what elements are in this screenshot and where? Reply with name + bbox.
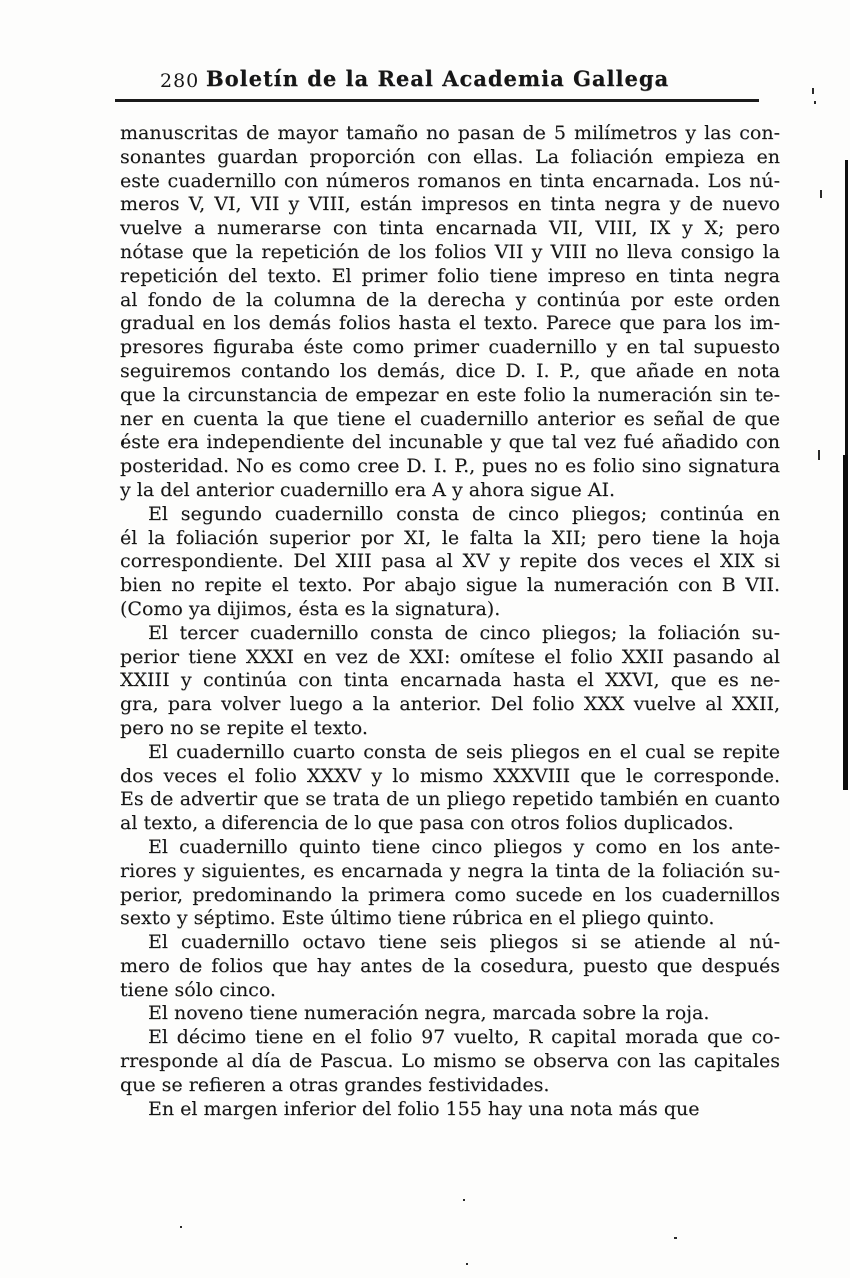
text-line: él la foliación superior por XI, le falta la XII; pero tiene la hoja bbox=[120, 526, 780, 549]
scan-speck bbox=[820, 190, 822, 198]
scan-speck bbox=[674, 1237, 677, 1239]
text-line: pero no se repite el texto. bbox=[120, 716, 368, 739]
paragraph bbox=[120, 1002, 780, 1026]
paragraph bbox=[120, 122, 780, 503]
text-line: tiene sólo cinco. bbox=[120, 978, 276, 1001]
text-line: nótase que la repetición de los folios VII y VIII no lleva consigo la bbox=[120, 240, 780, 263]
text-line: vuelve a numerarse con tinta encarnada VII, VIII, IX y X; pero bbox=[120, 217, 780, 240]
paragraph bbox=[120, 836, 780, 931]
text-line: dos veces el folio XXXV y lo mismo XXXVIII que le corresponde. bbox=[120, 764, 780, 787]
paragraph bbox=[120, 622, 780, 741]
text-line: El cuadernillo cuarto consta de seis pliegos en el cual se repite bbox=[148, 740, 780, 763]
text-line: bien no repite el texto. Por abajo sigue la numeración con B VII. bbox=[120, 574, 780, 597]
header-rule bbox=[115, 99, 759, 102]
text-line: manuscritas de mayor tamaño no pasan de 5 milímetros y las con- bbox=[120, 122, 780, 144]
text-line: éste era independiente del incunable y que tal vez fué añadido con bbox=[120, 431, 780, 454]
text-line: al texto, a diferencia de lo que pasa con otros folios duplicados. bbox=[120, 812, 734, 835]
paragraph bbox=[120, 1026, 780, 1097]
text-line: al fondo de la columna de la derecha y continúa por este orden bbox=[120, 288, 780, 311]
scan-speck bbox=[812, 88, 814, 94]
scan-edge-line-thick bbox=[843, 455, 848, 790]
text-line: XXIII y continúa con tinta encarnada hasta el XXVI, que es ne- bbox=[120, 669, 780, 692]
text-line: este cuadernillo con números romanos en tinta encarnada. Los nú- bbox=[120, 169, 780, 192]
body-text bbox=[120, 122, 780, 1121]
paragraph bbox=[120, 741, 780, 836]
text-line: El noveno tiene numeración negra, marcada sobre la roja. bbox=[148, 1002, 710, 1025]
text-line: mero de folios que hay antes de la cosedura, puesto que después bbox=[120, 954, 780, 977]
paragraph bbox=[120, 503, 780, 622]
text-line: sonantes guardan proporción con ellas. La foliación empieza en bbox=[120, 145, 780, 168]
scan-speck bbox=[180, 1226, 182, 1228]
text-line: presores figuraba éste como primer cuadernillo y en tal supuesto bbox=[120, 336, 780, 359]
text-line: posteridad. No es como cree D. I. P., pues no es folio sino signatura bbox=[120, 455, 780, 478]
page-header bbox=[115, 0, 760, 100]
text-line: perior tiene XXXI en vez de XXI: omítese el folio XXII pasando al bbox=[120, 645, 780, 668]
text-line: El tercer cuadernillo consta de cinco pliegos; la foliación su- bbox=[148, 621, 780, 644]
scan-speck bbox=[814, 101, 816, 104]
text-line: gra, para volver luego a la anterior. Del folio XXX vuelve al XXII, bbox=[120, 693, 780, 716]
text-line: repetición del texto. El primer folio tiene impreso en tinta negra bbox=[120, 264, 780, 287]
text-line: Es de advertir que se trata de un pliego repetido también en cuanto bbox=[120, 788, 780, 811]
text-line: gradual en los demás folios hasta el texto. Parece que para los im- bbox=[120, 312, 780, 335]
text-line: que se refieren a otras grandes festividades. bbox=[120, 1073, 550, 1096]
text-line: correspondiente. Del XIII pasa al XV y repite dos veces el XIX si bbox=[120, 550, 780, 573]
text-line: sexto y séptimo. Este último tiene rúbrica en el pliego quinto. bbox=[120, 907, 715, 930]
scan-speck bbox=[466, 1263, 468, 1265]
journal-title: Boletín de la Real Academia Gallega bbox=[205, 66, 670, 91]
scan-speck bbox=[818, 450, 820, 460]
paragraph bbox=[120, 931, 780, 1002]
text-line: (Como ya dijimos, ésta es la signatura). bbox=[120, 597, 501, 620]
page-number: 280 bbox=[160, 70, 200, 92]
text-line: En el margen inferior del folio 155 hay una nota más que bbox=[148, 1097, 700, 1120]
text-line: rresponde al día de Pascua. Lo mismo se observa con las capitales bbox=[120, 1050, 780, 1073]
text-line: El cuadernillo octavo tiene seis pliegos si se atiende al nú- bbox=[148, 931, 780, 954]
text-line: perior, predominando la primera como sucede en los cuadernillos bbox=[120, 883, 780, 906]
text-line: que la circunstancia de empezar en este folio la numeración sin te- bbox=[120, 383, 780, 406]
scan-speck bbox=[463, 1199, 465, 1201]
text-line: y la del anterior cuadernillo era A y ahora sigue AI. bbox=[120, 478, 616, 501]
text-line: riores y siguientes, es encarnada y negra la tinta de la foliación su- bbox=[120, 859, 780, 882]
text-line: ner en cuenta la que tiene el cuadernillo anterior es señal de que bbox=[120, 407, 780, 430]
paragraph bbox=[120, 1098, 780, 1122]
text-line: El décimo tiene en el folio 97 vuelto, R capital morada que co- bbox=[148, 1026, 780, 1049]
text-line: El segundo cuadernillo consta de cinco pliegos; continúa en bbox=[148, 502, 780, 525]
text-line: seguiremos contando los demás, dice D. I. P., que añade en nota bbox=[120, 359, 780, 382]
text-line: meros V, VI, VII y VIII, están impresos en tinta negra y de nuevo bbox=[120, 193, 780, 216]
text-line: El cuadernillo quinto tiene cinco pliegos y como en los ante- bbox=[148, 835, 780, 858]
